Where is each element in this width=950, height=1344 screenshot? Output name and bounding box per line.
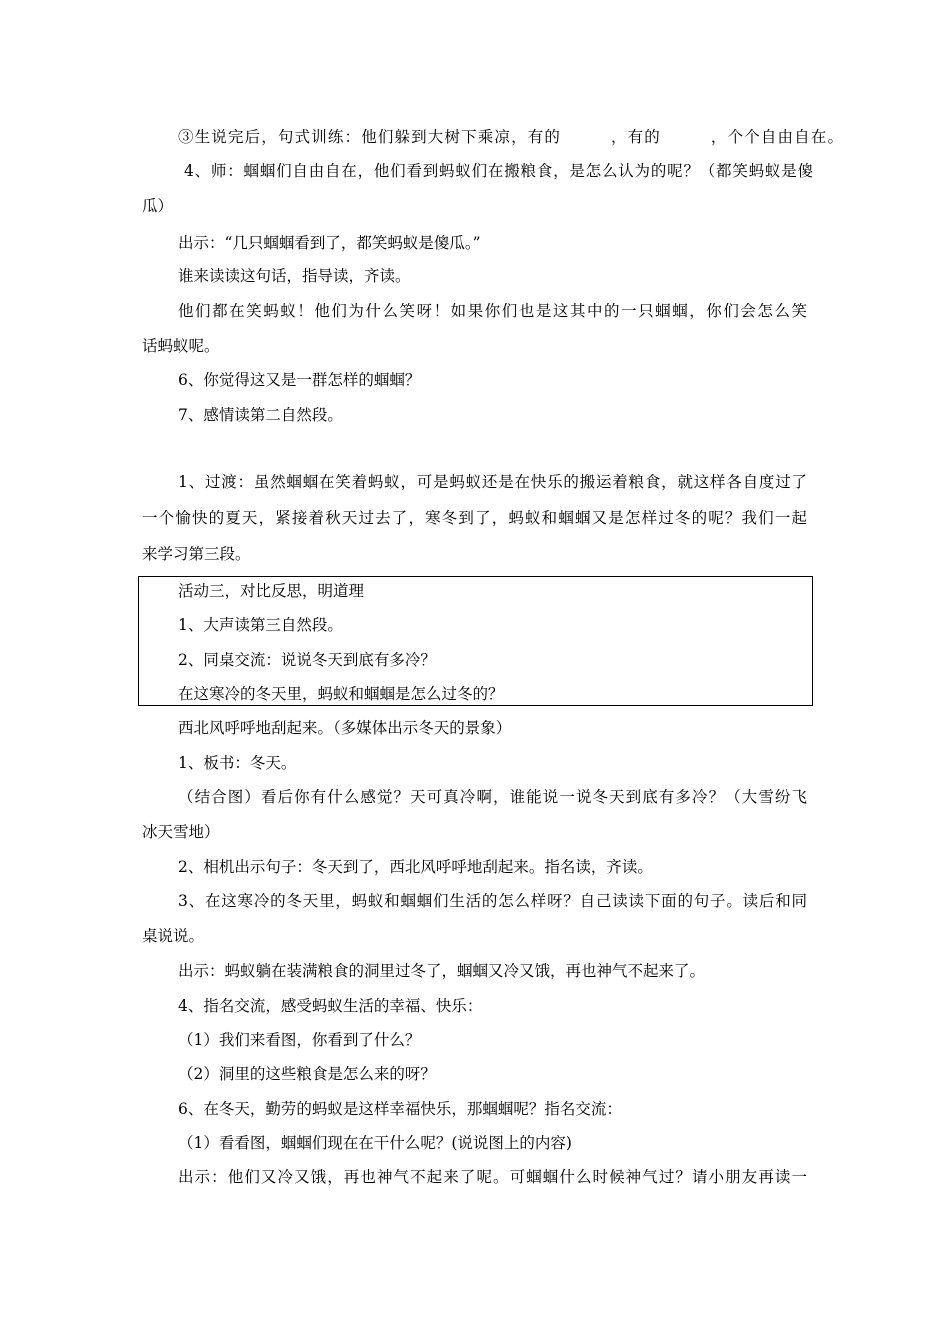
paragraph-line: 4、指名交流，感受蚂蚁生活的幸福、快乐： <box>178 997 483 1015</box>
paragraph-line: （2）洞里的这些粮食是怎么来的呀？ <box>178 1065 436 1083</box>
paragraph-line: 桌说说。 <box>142 927 205 945</box>
paragraph-line: 3、在这寒冷的冬天里，蚂蚁和蝈蝈们生活的怎么样呀？自己读读下面的句子。读后和同 <box>178 892 807 910</box>
paragraph-line: ③生说完后，句式训练：他们躲到大树下乘凉，有的 ，有的 ，个个自由自在。 <box>178 128 843 146</box>
box-line: 2、同桌交流：说说冬天到底有多冷？ <box>178 651 436 669</box>
box-line: 在这寒冷的冬天里，蚂蚁和蝈蝈是怎么过冬的？ <box>178 685 504 703</box>
box-line: 1、大声读第三自然段。 <box>178 616 343 634</box>
paragraph-line: 4、师：蝈蝈们自由自在，他们看到蚂蚁们在搬粮食，是怎么认为的呢？（都笑蚂蚁是傻 <box>184 162 813 180</box>
paragraph-line: 话蚂蚁呢。 <box>142 337 220 355</box>
paragraph-line: 1、过渡：虽然蝈蝈在笑着蚂蚁，可是蚂蚁还是在快乐的搬运着粮食，就这样各自度过了 <box>178 473 807 491</box>
paragraph-line: 7、感情读第二自然段。 <box>178 406 343 424</box>
paragraph-line: 出示：蚂蚁躺在装满粮食的洞里过冬了，蝈蝈又冷又饿，再也神气不起来了。 <box>178 962 706 980</box>
paragraph-line: 6、在冬天，勤劳的蚂蚁是这样幸福快乐，那蝈蝈呢？指名交流： <box>178 1100 622 1118</box>
paragraph-line: 他们都在笑蚂蚁！他们为什么笑呀！如果你们也是这其中的一只蝈蝈，你们会怎么笑 <box>178 302 807 320</box>
paragraph-line: 西北风呼呼地刮起来。（多媒体出示冬天的景象） <box>178 719 512 737</box>
paragraph-line: 出示：他们又冷又饿，再也神气不起来了呢。可蝈蝈什么时候神气过？请小朋友再读一 <box>178 1168 807 1186</box>
paragraph-line: （结合图）看后你有什么感觉？天可真冷啊，谁能说一说冬天到底有多冷？（大雪纷飞 <box>178 788 807 806</box>
box-line: 活动三，对比反思，明道理 <box>178 582 365 600</box>
paragraph-line: （1）看看图，蝈蝈们现在在干什么呢？(说说图上的内容) <box>178 1134 572 1152</box>
paragraph-line: 谁来读读这句话，指导读，齐读。 <box>178 267 411 285</box>
paragraph-line: 来学习第三段。 <box>142 545 251 563</box>
paragraph-line: 一个愉快的夏天，紧接着秋天过去了，寒冬到了，蚂蚁和蝈蝈又是怎样过冬的呢？我们一起 <box>142 509 807 527</box>
paragraph-line: 瓜） <box>142 197 174 215</box>
paragraph-line: 6、你觉得这又是一群怎样的蝈蝈？ <box>178 371 421 389</box>
paragraph-line: 1、板书：冬天。 <box>178 754 297 772</box>
paragraph-line: （1）我们来看图，你看到了什么？ <box>178 1031 421 1049</box>
paragraph-line: 出示：“几只蝈蝈看到了，都笑蚂蚁是傻瓜。” <box>178 234 481 252</box>
paragraph-line: 2、相机出示句子：冬天到了，西北风呼呼地刮起来。指名读，齐读。 <box>178 858 653 876</box>
paragraph-line: 冰天雪地） <box>142 823 220 841</box>
